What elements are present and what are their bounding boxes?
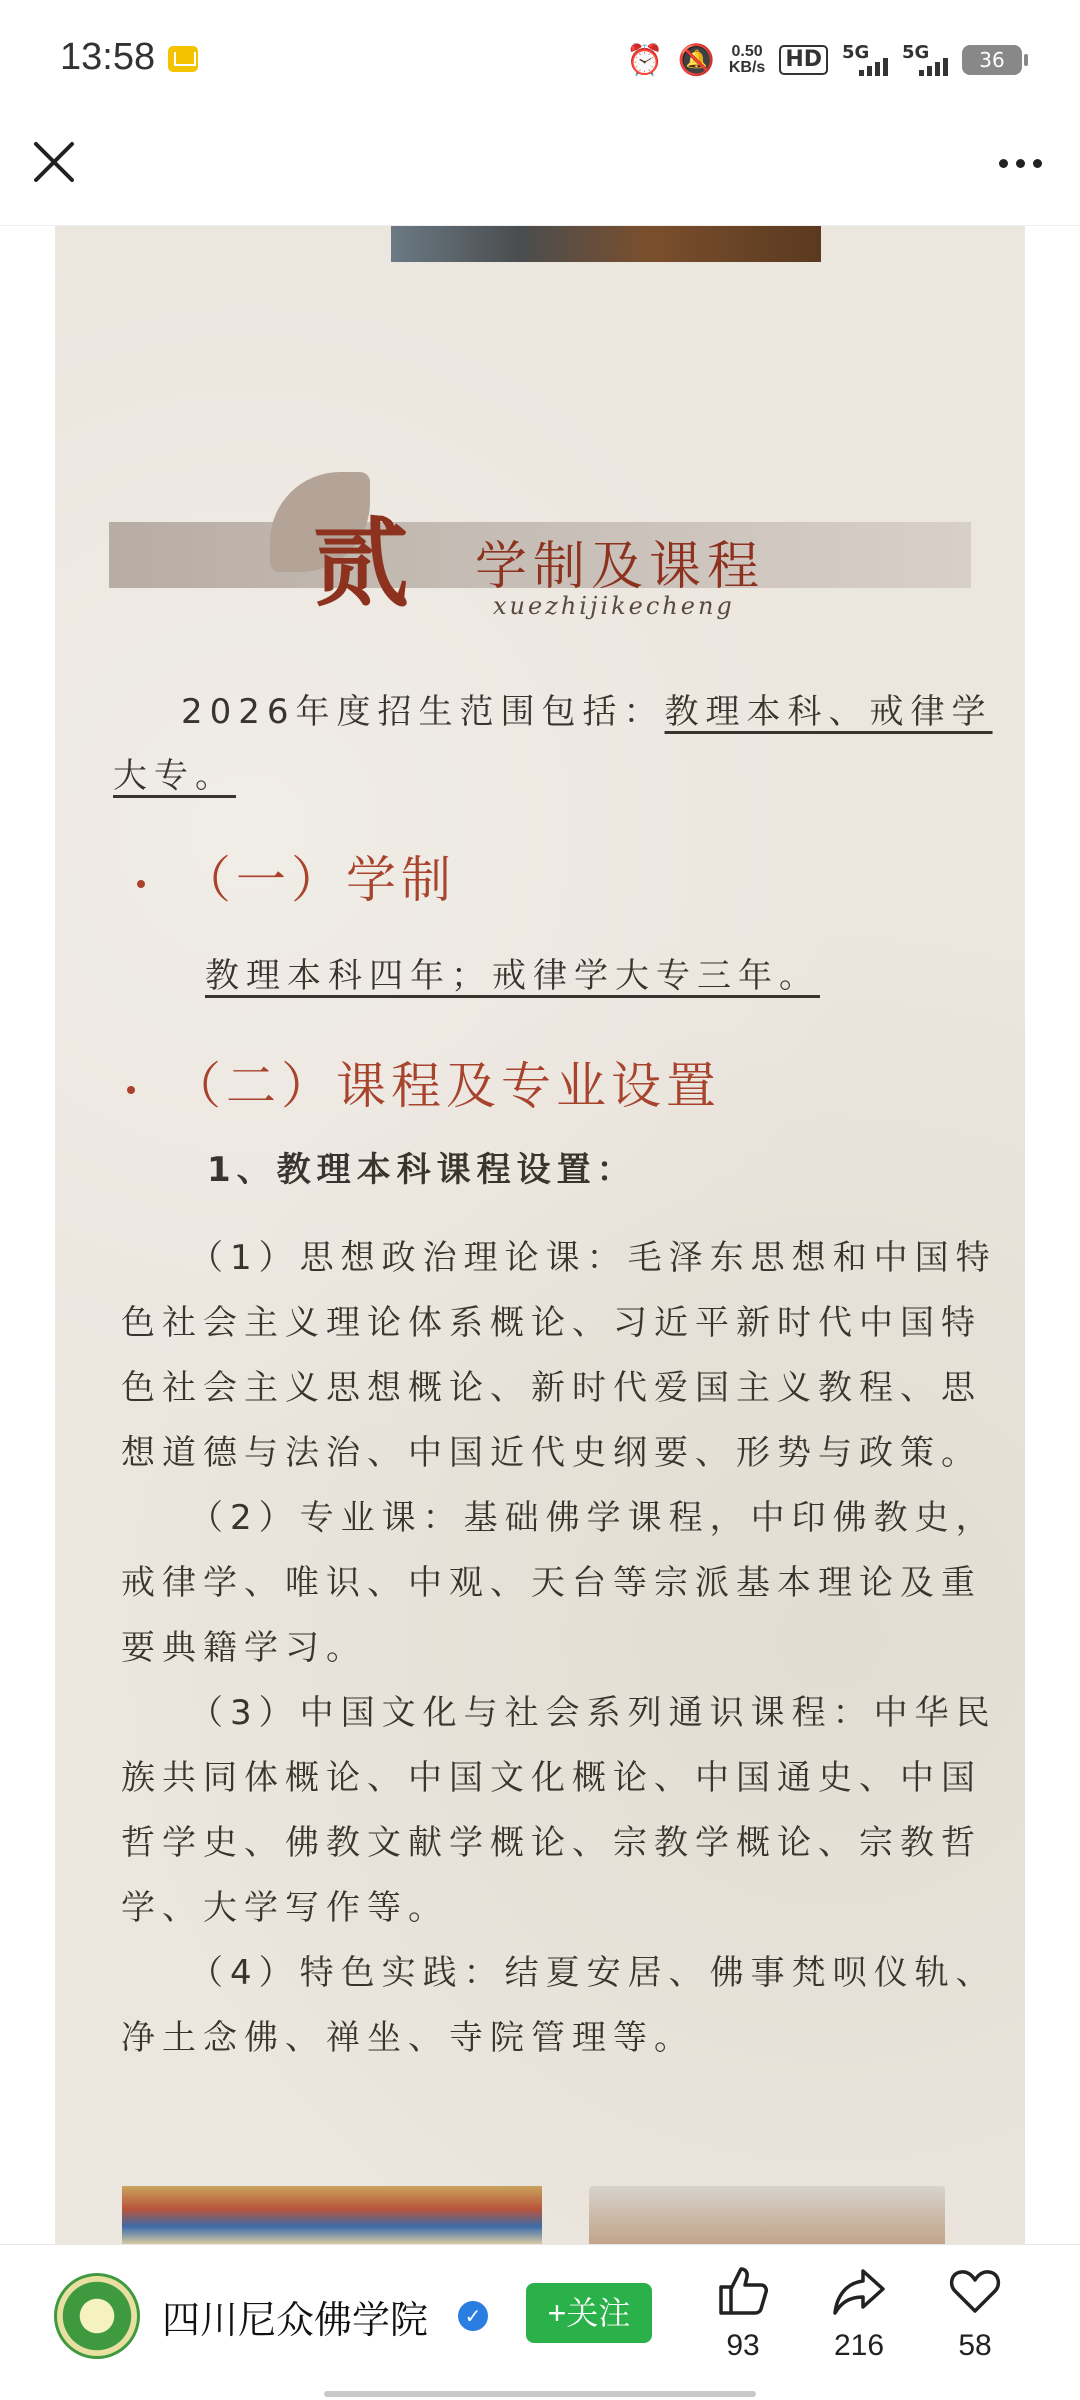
sim1-network-label: 5G [842,42,870,63]
account-name[interactable]: 四川尼众佛学院 [162,2298,429,2342]
top-navigation [0,116,1080,226]
course-list [121,1226,1021,2071]
xuezhi-text: 教理本科四年；戒律学大专三年。 [205,956,820,996]
article-photo-right[interactable] [589,2186,945,2244]
kecheng-heading [127,1046,721,1118]
xuezhi-heading [137,840,456,912]
like-count: 93 [726,2329,760,2362]
enrollment-prefix: 2026年度招生范围包括： [181,692,665,732]
heart-icon [947,2263,1003,2319]
bullet-dot-icon [137,880,145,888]
mute-bell-icon: 🔕 [677,42,715,78]
enrollment-scope: 教理本科、戒律学大专。 [113,692,993,796]
home-indicator[interactable] [324,2391,756,2397]
article-content[interactable] [0,226,1080,2244]
thumbs-up-icon [715,2263,771,2319]
course-item: （2）专业课：基础佛学课程，中印佛教史，戒律学、唯识、中观、天台等宗派基本理论及重要典籍学习。 [121,1498,997,1668]
enrollment-scope-paragraph [113,680,1023,808]
battery-icon: 36 [962,45,1022,75]
network-speed-unit: KB/s [728,59,766,76]
favorite-count: 58 [958,2329,992,2362]
xuezhi-heading-text: （一）学制 [181,851,456,909]
course-item: （1）思想政治理论课：毛泽东思想和中国特色社会主义理论体系概论、习近平新时代中国特色社会主义思想概论、新时代爱国主义教程、思想道德与法治、中国近代史纲要、形势与政策。 [121,1238,997,1473]
course-item: （3）中国文化与社会系列通识课程：中华民族共同体概论、中国文化概论、中国通史、中国哲学史、佛教文献学概论、宗教学概论、宗教哲学、大学写作等。 [121,1693,997,1928]
status-bar [0,0,1080,116]
alarm-icon: ⏰ [626,42,664,78]
article-photo-top [391,226,821,262]
article-photo-left[interactable] [122,2186,542,2244]
more-icon [999,159,1008,168]
share-button[interactable] [814,2263,904,2363]
sim1-signal-icon [842,42,888,78]
course-title: 1、教理本科课程设置： [207,1150,637,1190]
kecheng-heading-text: （二）课程及专业设置 [171,1057,721,1115]
account-avatar[interactable] [54,2273,140,2359]
article-poster [55,226,1025,2244]
more-button[interactable] [990,138,1050,188]
bottom-action-bar [0,2244,1080,2400]
close-button[interactable] [28,136,80,188]
favorite-button[interactable] [930,2263,1020,2363]
section-number: 贰 [313,507,409,620]
section-title: 学制及课程 [475,537,766,597]
share-icon [831,2263,887,2319]
close-icon [28,136,80,188]
course-item: （4）特色实践：结夏安居、佛事梵呗仪轨、净土念佛、禅坐、寺院管理等。 [121,1953,997,2058]
message-notification-icon [168,46,198,72]
verified-badge-icon: ✓ [458,2301,488,2331]
bullet-dot-icon [127,1086,135,1094]
follow-button[interactable]: +关注 [526,2283,652,2343]
share-count: 216 [833,2329,885,2362]
network-speed [729,44,765,76]
sim2-network-label: 5G [902,42,930,63]
sim2-signal-icon [902,42,948,78]
section-subtitle: xuezhijikecheng [493,592,735,620]
like-button[interactable] [698,2263,788,2363]
hd-voice-icon: HD [779,45,828,75]
status-icons [626,38,1022,82]
network-speed-value: 0.50 [731,43,763,60]
status-time: 13:58 [60,36,156,78]
